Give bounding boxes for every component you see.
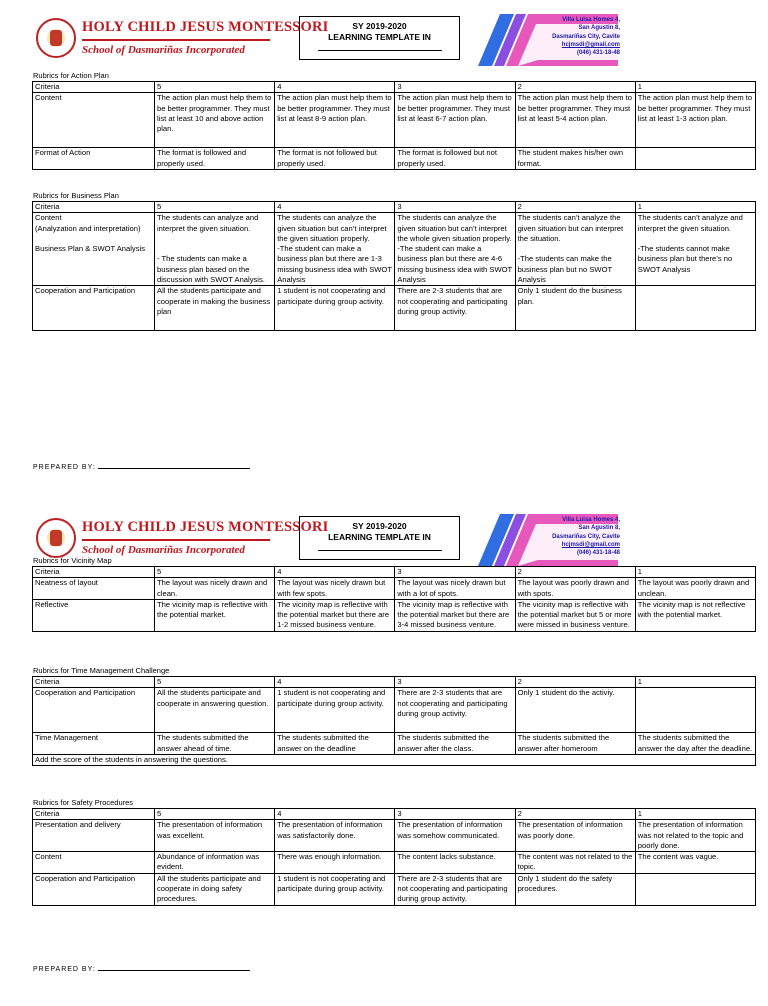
table-row: Neatness of layout The layout was nicely drawn and clean. The layout was nicely drawn but with few spots. The layout was nicely drawn but with a lot of spots. The layout was poorly drawn and with spots. The layout was poorly drawn and unclean. — [33, 578, 756, 600]
table-note-row — [33, 754, 756, 765]
header-divider — [82, 539, 270, 541]
school-year: SY 2019-2020 — [352, 521, 407, 531]
template-label: LEARNING TEMPLATE IN — [328, 32, 431, 42]
vicinity-map-title: Rubrics for Vicinity Map — [33, 556, 112, 565]
prepared-by-2: PREPARED BY: — [33, 966, 250, 973]
table-row: Cooperation and Participation All the students participate and cooperate in answering question. 1 student is not cooperating and participate during group activity. There are 2-3 students that are not cooperating and participating during group activity. Only 1 student do the activiy. — [33, 688, 756, 733]
signature-line — [98, 970, 250, 971]
table-row: Content (Analyzation and interpretation) Business Plan & SWOT Analysis The students can analyze and interpret the given situation. - The students can make a business plan based on the discussion with SWOT Analysis. The students can analyze the given situation but can’t interpret the given situation properly. -The student can make a business plan but there are 1-3 missing business idea with SWOT Analysis The students can analyze the given situation but can’t interpret the whole given situation properly. -The student can make a business plan but there are 4-6 missing business idea with SWOT Analysis The students can’t analyze the given situation but can interpret the situation. -The students can make the business plan but no SWOT Analysis The students can’t analyze and interpret the given situation. -The students cannot make business plan but there’s no SWOT Analysis — [33, 213, 756, 286]
table-header-row: Criteria 5 4 3 2 1 — [33, 202, 756, 213]
table-header-row: Criteria 5 4 3 2 1 — [33, 677, 756, 688]
school-subtitle: School of Dasmariñas Incorporated — [82, 44, 245, 56]
prepared-by-1: PREPARED BY: — [33, 464, 250, 471]
page-header-2 — [0, 512, 768, 564]
table-row: Content The action plan must help them to be better programmer. They must list at least 10 and above action plan. The action plan must help them to be better programmer. They must list at least 8-9 action plan. The action plan must help them to be better programmer. They must list at least 6-7 action plan. The action plan must help them to be better programmer. They must list at least 5-4 action plan. The action plan must help them to be better programmer. They must list at least 1-3 action plan. — [33, 93, 756, 148]
table-row: Reflective The vicinity map is reflective with the potential market. The vicinity map is reflective with the potential market but there are 1-2 missed business venture. The vicinity map is reflective with the potential market but there are 3-4 missed business venture. The vicinity map is reflective with the potential market but 5 or more were missed in business venture. The vicinity map is not reflective with the potential market. — [33, 599, 756, 631]
signature-line — [98, 468, 250, 469]
school-seal-icon — [36, 518, 76, 558]
template-label: LEARNING TEMPLATE IN — [328, 532, 431, 542]
time-management-table — [32, 676, 756, 766]
vicinity-map-table — [32, 566, 756, 632]
school-name: HOLY CHILD JESUS MONTESSORI — [82, 19, 329, 35]
school-address: Villa Luisa Homes 4, San Agustin 8, Dasmariñas City, Cavite hcjmsdi@gmail.com (046) 431-18-48 — [552, 17, 620, 57]
school-seal-icon — [36, 18, 76, 58]
business-plan-table — [32, 201, 756, 331]
table-row: Presentation and delivery The presentation of information was excellent. The presentation of information was satisfactorily done. The presentation of information was somehow communicated. The presentation of information was poorly done. The presentation of information was not related to the topic and poorly done. — [33, 820, 756, 852]
safety-table — [32, 808, 756, 906]
table-header-row: Criteria 5 4 3 2 1 — [33, 809, 756, 820]
school-address: Villa Luisa Homes 4, San Agustin 8, Dasmariñas City, Cavite hcjmsdi@gmail.com (046) 431-18-48 — [552, 517, 620, 557]
table-header-row: Criteria 5 4 3 2 1 — [33, 82, 756, 93]
template-blank-line — [318, 550, 442, 551]
table-row: Cooperation and Participation All the students participate and cooperate in doing safety procedures. 1 student is not cooperating and participate during group activity. There are 2-3 students that are not cooperating and participating during group activity. Only 1 student do the safety procedures. — [33, 873, 756, 905]
time-management-title: Rubrics for Time Management Challenge — [33, 666, 170, 675]
table-row: Format of Action The format is followed and properly used. The format is not followed but properly used. The format is followed but not properly used. The student makes his/her own format. — [33, 148, 756, 170]
table-header-row: Criteria 5 4 3 2 1 — [33, 567, 756, 578]
action-plan-table — [32, 81, 756, 170]
table-row: Cooperation and Participation All the students participate and cooperate in making the business plan 1 student is not cooperating and participate during group activity. There are 2-3 students that are not cooperating and participating during group activity. Only 1 student do the business plan. — [33, 286, 756, 331]
school-year: SY 2019-2020 — [352, 21, 407, 31]
table-row: Time Management The students submitted the answer ahead of time. The students submitted the answer on the deadline The students submitted the answer after the class. The students submitted the answer after homeroom The students submitted the answer the day after the deadline. — [33, 733, 756, 755]
table-row: Content Abundance of information was evident. There was enough information. The content lacks substance. The content was not related to the topic. The content was vague. — [33, 852, 756, 874]
school-name: HOLY CHILD JESUS MONTESSORI — [82, 519, 329, 535]
business-plan-title: Rubrics for Business Plan — [33, 191, 119, 200]
template-blank-line — [318, 50, 442, 51]
header-divider — [82, 39, 270, 41]
score-note: Add the score of the students in answering the questions. — [33, 754, 756, 765]
template-box — [299, 516, 460, 560]
school-subtitle: School of Dasmariñas Incorporated — [82, 544, 245, 556]
action-plan-title: Rubrics for Action Plan — [33, 71, 109, 80]
template-box — [299, 16, 460, 60]
safety-title: Rubrics for Safety Procedures — [33, 798, 134, 807]
page-header — [0, 12, 768, 64]
